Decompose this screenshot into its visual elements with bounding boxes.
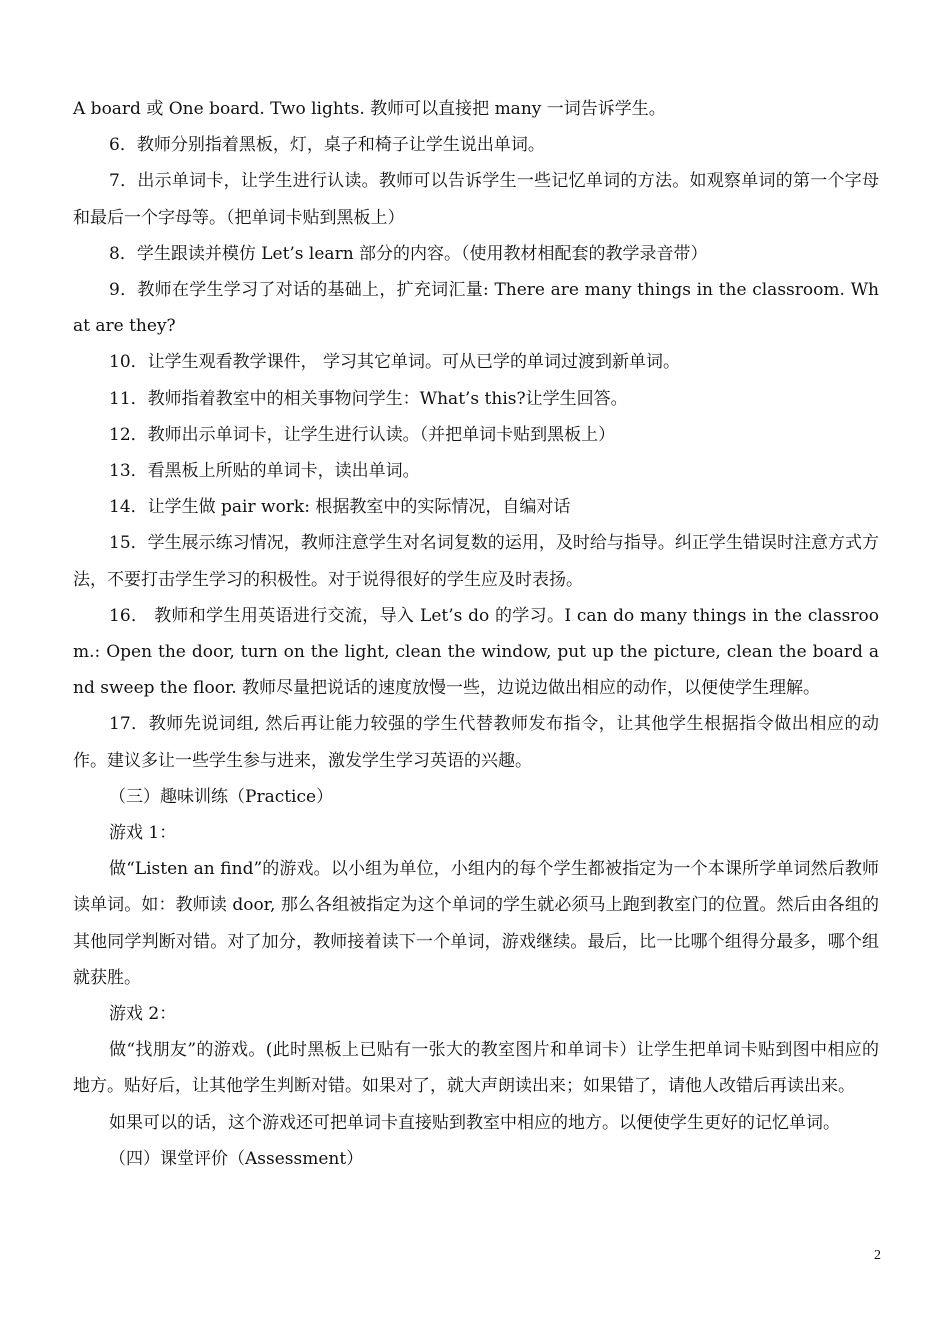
game-1-heading: 游戏 1：: [109, 823, 177, 844]
paragraph-10: 14．让学生做 pair work: 根据教室中的实际情况，自编对话: [109, 497, 571, 518]
paragraph-11: 15．学生展示练习情况，教师注意学生对名词复数的运用，及时给与指导。纠正学生错误时注意方式方法，不要打击学生学习的积极性。对于说得很好的学生应及时表扬。: [73, 533, 879, 590]
paragraph-6: 10．让学生观看教学课件， 学习其它单词。可从已学的单词过渡到新单词。: [109, 352, 681, 373]
paragraph-4: 8．学生跟读并模仿 Let’s learn 部分的内容。（使用教材相配套的教学录音带）: [109, 243, 708, 264]
paragraph-9: 13．看黑板上所贴的单词卡，读出单词。: [109, 461, 420, 482]
page-number: 2: [874, 1248, 881, 1263]
paragraph-12: 16． 教师和学生用英语进行交流，导入 Let’s do 的学习。I can do many things in the classroom.: Open the door, turn on the light, clean the window, put up the picture, clean the board and sweep the floor. 教师尽量把说话的速度放慢一些，边说边做出相应的动作，以便使学生理解。: [73, 605, 879, 699]
paragraph-8: 12．教师出示单词卡，让学生进行认读。（并把单词卡贴到黑板上）: [109, 424, 616, 445]
paragraph-2: 6．教师分别指着黑板，灯，桌子和椅子让学生说出单词。: [109, 135, 545, 156]
game-1-description: 做“Listen an find”的游戏。以小组为单位，小组内的每个学生都被指定为一个本课所学单词然后教师读单词。如：教师读 door, 那么各组被指定为这个单词的学生就必须马上跑到教室门的位置。然后由各组的其他同学判断对错。对了加分，教师接着读下一个单词，游戏继续。最后，比一比哪个组得分最多，哪个组就获胜。: [73, 859, 879, 988]
section-heading-practice: （三）趣味训练（Practice）: [109, 786, 334, 807]
paragraph-5: 9．教师在学生学习了对话的基础上，扩充词汇量: There are many things in the classroom. What are they?: [73, 280, 879, 337]
paragraph-3: 7．出示单词卡，让学生进行认读。教师可以告诉学生一些记忆单词的方法。如观察单词的第一个字母和最后一个字母等。（把单词卡贴到黑板上）: [73, 171, 879, 228]
paragraph-7: 11．教师指着教室中的相关事物问学生：What’s this?让学生回答。: [109, 388, 628, 409]
paragraph-13: 17．教师先说词组, 然后再让能力较强的学生代替教师发布指令，让其他学生根据指令做出相应的动作。建议多让一些学生参与进来，激发学生学习英语的兴趣。: [73, 714, 879, 771]
document-body: [73, 91, 879, 1177]
game-2-heading: 游戏 2：: [109, 1004, 177, 1025]
game-2-description: 做“找朋友”的游戏。(此时黑板上已贴有一张大的教室图片和单词卡）让学生把单词卡贴到图中相应的地方。贴好后，让其他学生判断对错。如果对了，就大声朗读出来；如果错了，请他人改错后再读出来。: [73, 1040, 879, 1097]
section-heading-assessment: （四）课堂评价（Assessment）: [109, 1148, 364, 1169]
game-2-note: 如果可以的话，这个游戏还可把单词卡直接贴到教室中相应的地方。以便使学生更好的记忆单词。: [109, 1112, 840, 1133]
paragraph-1: A board 或 One board. Two lights. 教师可以直接把 many 一词告诉学生。: [73, 99, 666, 119]
